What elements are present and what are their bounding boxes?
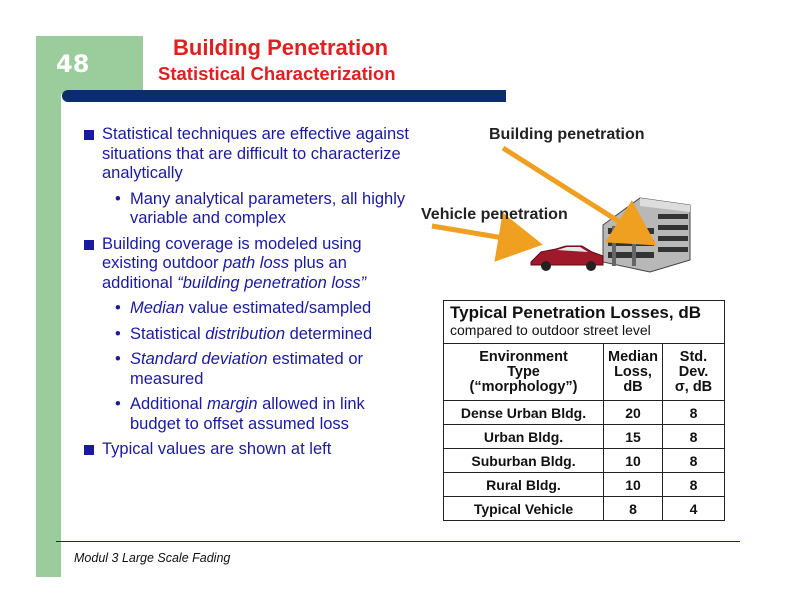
table-row: Suburban Bldg. 10 8 [444, 449, 725, 473]
bullet-text: allowed in link budget to offset assumed loss [130, 395, 365, 433]
dot-bullet-icon: • [115, 299, 121, 317]
slide-number: 48 [56, 50, 90, 78]
bullet-text: Additional [130, 395, 208, 413]
dot-bullet-icon: • [115, 189, 121, 208]
table-row: Dense Urban Bldg. 20 8 [444, 401, 725, 425]
vehicle-penetration-label: Vehicle penetration [421, 206, 568, 223]
bullet-text: Statistical [130, 324, 206, 343]
table-row: Typical Vehicle 8 4 [444, 497, 725, 521]
bullet-text: path loss [223, 254, 290, 272]
table-row: Urban Bldg. 15 8 [444, 425, 725, 449]
dot-bullet-icon: • [115, 324, 121, 343]
column-header-environment: Environment Type (“morphology”) [444, 344, 604, 401]
bullet-text: Median [130, 299, 185, 317]
building-penetration-label: Building penetration [489, 126, 645, 143]
bullet-text: Typical values are shown at left [102, 440, 332, 458]
bullet-text: estimated or measured [130, 350, 363, 388]
building-illustration [603, 198, 690, 272]
car-illustration [531, 246, 603, 271]
table-subtitle: compared to outdoor street level [450, 322, 651, 338]
vehicle-arrow [432, 226, 533, 243]
bullet-text: plus an additional [102, 254, 347, 292]
bullet-text: Many analytical parameters, all highly variable and complex [130, 189, 406, 227]
bullet-text: “building penetration loss” [177, 273, 367, 292]
column-header-median-loss: Median Loss, dB [604, 344, 663, 401]
table-row: Rural Bldg. 10 8 [444, 473, 725, 497]
bullet-text: Standard deviation [130, 350, 268, 368]
table-title: Typical Penetration Losses, dB [450, 303, 701, 322]
building-arrow [503, 148, 648, 240]
dot-bullet-icon: • [115, 395, 121, 413]
penetration-loss-table [443, 300, 725, 521]
bullet-text: Building coverage is modeled using existing outdoor [102, 234, 362, 272]
footer-text: Modul 3 Large Scale Fading [74, 551, 231, 565]
bullet-text: Statistical techniques are effective against situations that are difficult to characterize analytically [102, 125, 409, 182]
column-header-std-dev: Std. Dev. σ, dB [663, 344, 725, 401]
footer-divider [56, 541, 740, 542]
table-header [444, 301, 725, 344]
slide-title: Building Penetration [173, 35, 389, 60]
bullet-text: margin [207, 395, 258, 413]
bullet-text: distribution [205, 324, 285, 343]
slide-subtitle: Statistical Characterization [158, 63, 396, 84]
bullet-text: value estimated/sampled [184, 299, 372, 317]
dot-bullet-icon: • [115, 350, 121, 368]
bullet-text: determined [285, 324, 373, 343]
